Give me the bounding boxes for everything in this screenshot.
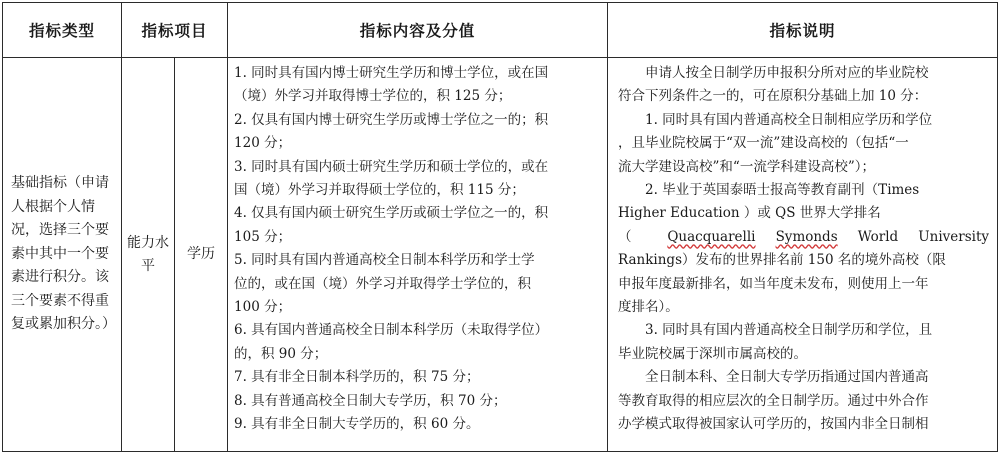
explain-line: ，且毕业院校属于“双一流”建设高校的（包括“一 — [618, 135, 909, 152]
explain-line: Rankings）发布的世界排名前 150 名的境外高校（限 — [618, 252, 946, 269]
explain-line: 1. 同时具有国内普通高校全日制相应学历和学位 — [645, 111, 933, 128]
scoring-table — [2, 2, 998, 452]
explain-line: 符合下列条件之一的，可在原积分基础上加 10 分： — [618, 88, 928, 105]
explain-line — [618, 226, 989, 249]
explain-line: 2. 毕业于英国泰晤士报高等教育副刊（Times — [645, 182, 920, 199]
explain-line: Higher Education ）或 QS 世界大学排名 — [618, 205, 881, 222]
content-line: 105 分； — [234, 228, 292, 245]
explain-word: （ — [618, 228, 648, 245]
content-line: 国（境）外学习并取得硕士学位的，积 115 分； — [234, 182, 525, 199]
header-content: 指标内容及分值 — [228, 3, 608, 58]
header-row — [3, 3, 998, 58]
content-line: 100 分； — [234, 299, 292, 316]
header-type: 指标类型 — [3, 3, 122, 58]
header-item: 指标项目 — [122, 3, 228, 58]
content-line: （境）外学习并取得博士学位的，积 125 分； — [234, 88, 512, 105]
explain-line: 流大学建设高校”和“一流学科建设高校”）； — [618, 158, 875, 175]
content-line: 7. 具有非全日制本科学历的，积 75 分； — [234, 369, 480, 386]
explain-word: Quacquarelli — [667, 228, 756, 245]
explain-word: University — [918, 228, 990, 245]
indicator-type: 基础指标（申请人根据个人情况，选择三个要素中其中一个要素进行积分。该三个要素不得重复或累加积分。） — [3, 58, 122, 452]
indicator-item: 能力水平 — [122, 58, 175, 452]
explain-line: 申报年度最新排名，如当年度未发布，则使用上一年 — [618, 275, 929, 292]
explain-line: 等教育取得的相应层次的全日制学历。通过中外合作 — [618, 392, 929, 409]
header-explain: 指标说明 — [608, 3, 998, 58]
content-line: 4. 仅具有国内硕士研究生学历或硕士学位之一的，积 — [234, 205, 549, 222]
explain-word: World — [857, 228, 899, 245]
explain-line: 度排名）。 — [618, 299, 679, 316]
explain-line: 办学模式取得被国家认可学历的，按国内非全日制相 — [618, 416, 929, 433]
indicator-subitem: 学历 — [175, 58, 228, 452]
content-line: 1. 同时具有国内博士研究生学历和博士学位，或在国 — [234, 65, 549, 81]
content-line: 6. 具有国内普通高校全日制本科学历（未取得学位） — [234, 322, 549, 339]
table-row — [3, 58, 998, 452]
explain-line: 申请人按全日制学历申报积分所对应的毕业院校 — [645, 65, 929, 81]
indicator-content — [228, 58, 608, 452]
content-line: 120 分； — [234, 135, 292, 152]
explain-line: 3. 同时具有国内普通高校全日制学历和学位，且 — [645, 322, 933, 339]
content-line: 3. 同时具有国内硕士研究生学历和硕士学位的，或在 — [234, 158, 549, 175]
indicator-explanation — [608, 58, 998, 452]
content-line: 5. 同时具有国内普通高校全日制本科学历和学士学 — [234, 252, 535, 269]
explain-line: 毕业院校属于深圳市属高校的。 — [618, 345, 808, 362]
content-line: 位的，或在国（境）外学习并取得学士学位的，积 — [234, 275, 532, 292]
content-line: 2. 仅具有国内博士研究生学历或博士学位之一的；积 — [234, 111, 549, 128]
explain-word: Symonds — [775, 228, 838, 245]
content-line: 8. 具有普通高校全日制大专学历，积 70 分； — [234, 392, 507, 409]
content-line: 9. 具有非全日制大专学历的，积 60 分。 — [234, 416, 480, 433]
explain-line: 全日制本科、全日制大专学历指通过国内普通高 — [645, 369, 929, 386]
content-line: 的，积 90 分； — [234, 345, 328, 362]
